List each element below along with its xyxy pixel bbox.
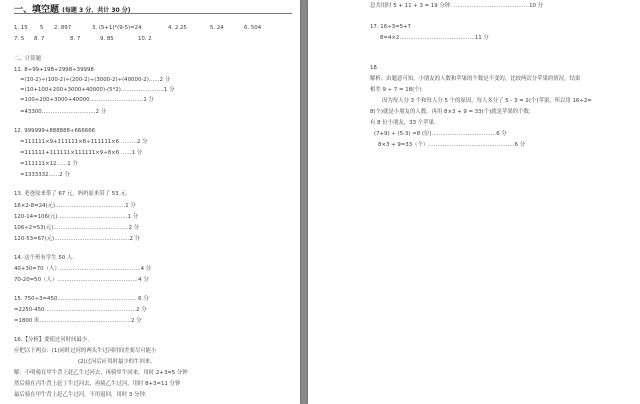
- answer-6: 6. 504: [244, 25, 262, 31]
- answer-8: 8. 7: [34, 36, 45, 42]
- q11-line: =43300…………………………2 分: [20, 109, 107, 115]
- q17-line: 8=4×2……………………………………11 分: [380, 35, 489, 41]
- q11-line: 11. 8÷99+198÷2998÷39998: [14, 67, 94, 73]
- q17-line: 17. 16÷3=5+7: [370, 24, 411, 30]
- q13-line: 16×2-8=24(元)…………………………………1 分: [14, 203, 136, 209]
- q18-line: 因为每人分 3 个和每人分 5 个的原因，每人多分了 5 - 3 = 2(个)苹果，所以用 16÷2=: [382, 98, 592, 104]
- answer-5: 5. 24: [210, 25, 224, 31]
- section1-note: (每题 3 分，共计 30 分): [62, 7, 131, 14]
- answer-8b: 8. 7: [70, 36, 81, 42]
- q13-line: 106÷2=53(元)……………………………………2 分: [14, 225, 140, 231]
- q14-line: 14. 这个班有学生 50 人.: [14, 255, 75, 261]
- q18-line: 有 8 位小朋友，33 个苹果.: [370, 120, 436, 126]
- q12-line: =111111×9+111111×8÷111111×6 ………2 分: [20, 139, 148, 145]
- q16-line: 解：小明骑在甲牛背上赶乙牛过河去，再骑甲牛回来，用时 2+3=5 分钟: [14, 370, 188, 376]
- q16-line: (2)过河后应用时最少的牛回来。: [78, 359, 156, 365]
- q15-line: =2250-450……………………………………………2 分: [14, 307, 147, 313]
- q13-line: 13. 老爸原来带了 67 元，妈妈原来带了 53 元.: [14, 191, 128, 197]
- answer-9: 9. 85: [100, 36, 114, 42]
- answer-10: 10. 2: [138, 36, 152, 42]
- q14-line: 70-20=50（人）………………………………………4 分: [14, 277, 149, 283]
- section1-rule: [14, 13, 292, 14]
- q16-total-line: 总共用时 5 + 11 + 3 = 19 分钟. ……………………………………10 分: [370, 3, 544, 9]
- q18-line: 18.: [370, 65, 379, 71]
- answer-7: 7. 5: [14, 36, 25, 42]
- answer-3: 3. (5+1)*(9-5)=24: [92, 25, 142, 31]
- q18-line: (7+9) ÷ (5-3) =8 (位)………………………………6 分: [374, 131, 507, 137]
- q16-line: 最后骑在甲牛背上赶乙牛过河，不用返回，用时 3 分钟.: [14, 392, 147, 398]
- answer-4: 4. 2.25: [168, 25, 187, 31]
- q11-line: =(10+100+200+3000+40000)-(5*2)……………………1 分: [20, 87, 175, 93]
- q12-line: =111111×12……1 分: [20, 161, 78, 167]
- q18-line: 解析：由题意可知，小朋友的人数和苹果的个数是不变的，比较两次分苹果的情况，结果: [370, 76, 581, 82]
- q14-line: 40+30=70（人）………………………………………4 分: [14, 266, 152, 272]
- q18-line: 相差 9 ÷ 7 = 18(个): [370, 87, 422, 93]
- q16-line: 应把以下两点：(1)同时过河的两头牛过河时间差要尽可能小: [14, 348, 157, 354]
- q18-line: 8×3 + 9=33（个）…………………………………………6 分: [378, 142, 526, 148]
- answer-2: 2. 897: [54, 25, 72, 31]
- answer-1: 1. 15: [14, 25, 28, 31]
- q11-line: =(10-2)÷(100-2)÷(200-2)÷(3000-2)÷(40000-2)……2 分: [20, 77, 171, 83]
- section1-title: 一、填空题: [14, 5, 60, 15]
- q12-line: =1333332……2 分: [20, 172, 70, 178]
- q15-line: 15. 750÷3=450………………………………………6 分: [14, 296, 149, 302]
- q12-line: 12. 999999+888888÷666666: [14, 128, 96, 134]
- q16-line: 然后骑在丙牛背上赶丁牛过河去，再骑乙牛过河，用时 8+3=11 分钟: [14, 381, 181, 387]
- q11-line: =100+200+3000+40000…………………………1 分: [20, 97, 154, 103]
- document-page-right: [308, 0, 640, 404]
- q13-line: 120-53=67(元)……………………………………2 分: [14, 236, 141, 242]
- q15-line: =1800 米……………………………………………2 分: [14, 318, 142, 324]
- q16-line: 16.【分析】要使过河时间最少,: [14, 337, 89, 343]
- q18-line: 8(个)就是小朋友的人数，再用 8×3 + 9 = 33(个)就是苹果的个数.: [370, 109, 531, 115]
- q13-line: 120-14=106(元)…………………………………1 分: [14, 214, 139, 220]
- answer-1b: 5: [40, 25, 44, 31]
- document-page-left: [0, 0, 300, 404]
- q12-line: =111111+111111×111111×9÷8×6 ……1 分: [20, 150, 143, 156]
- section2-title: 二、计算题: [14, 56, 41, 62]
